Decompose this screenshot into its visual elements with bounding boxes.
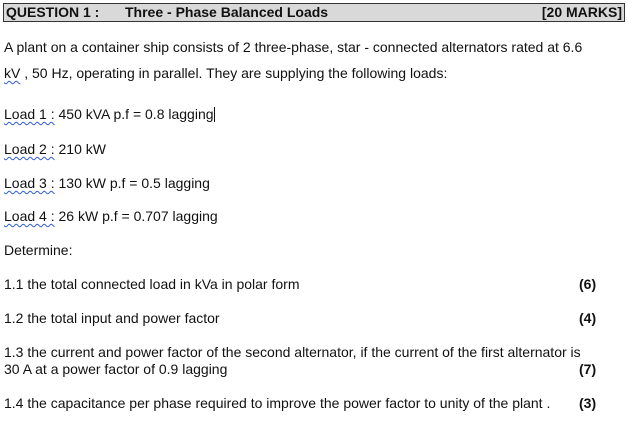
load-4-text: 26 kW p.f = 0.707 lagging bbox=[54, 208, 218, 224]
task-1-4-marks: (3) bbox=[579, 395, 597, 411]
question-header bbox=[3, 3, 625, 22]
intro-line-2-rest: , 50 Hz, operating in parallel. They are supplying the following loads: bbox=[20, 65, 448, 81]
load-3-label: Load 3 : bbox=[4, 175, 55, 191]
task-1-3-marks: (7) bbox=[579, 361, 597, 377]
question-title: Three - Phase Balanced Loads bbox=[125, 4, 329, 20]
load-4-label: Load 4 : bbox=[4, 208, 55, 224]
load-4 bbox=[4, 207, 218, 225]
load-2-text: 210 kW bbox=[54, 141, 106, 157]
load-3 bbox=[4, 174, 210, 192]
load-1-label: Load 1 : bbox=[4, 106, 55, 122]
task-1-3-line-1: 1.3 the current and power factor of the second alternator, if the current of the first alternator is bbox=[4, 344, 581, 360]
question-label: QUESTION 1 : bbox=[6, 4, 100, 20]
intro-kv: kV bbox=[4, 65, 21, 81]
task-1-1-marks: (6) bbox=[579, 276, 597, 292]
task-1-2-marks: (4) bbox=[579, 310, 597, 326]
task-1-2: 1.2 the total input and power factor bbox=[4, 310, 220, 326]
task-1-4: 1.4 the capacitance per phase required to improve the power factor to unity of the plant . bbox=[4, 395, 551, 411]
load-3-text: 130 kW p.f = 0.5 lagging bbox=[54, 175, 210, 191]
load-1-text: 450 kVA p.f = 0.8 lagging bbox=[54, 106, 214, 122]
load-1 bbox=[4, 105, 215, 123]
load-2 bbox=[4, 140, 106, 158]
determine-label: Determine: bbox=[4, 242, 73, 258]
question-marks: [20 MARKS] bbox=[541, 4, 622, 20]
task-1-3-line-2: 30 A at a power factor of 0.9 lagging bbox=[4, 361, 228, 377]
task-1-1: 1.1 the total connected load in kVa in polar form bbox=[4, 276, 300, 292]
intro-line-2 bbox=[4, 64, 447, 82]
intro-line-1: A plant on a container ship consists of 2 three-phase, star - connected alternators rated at 6.6 bbox=[4, 39, 583, 55]
text-cursor bbox=[214, 107, 215, 122]
load-2-label: Load 2 : bbox=[4, 141, 55, 157]
